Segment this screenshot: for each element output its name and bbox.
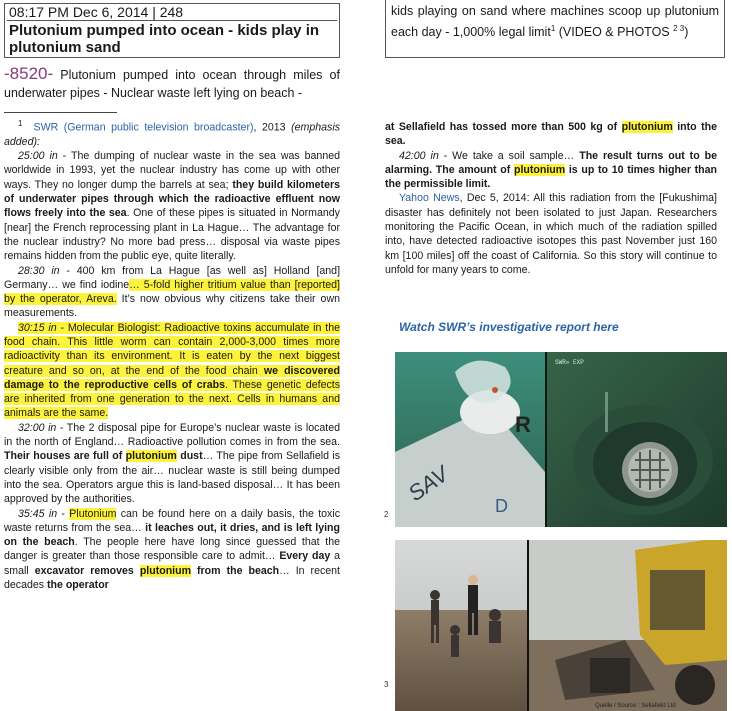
paragraph-sellafield: at Sellafield has tossed more than 500 kg of plutonium into the sea.: [385, 121, 717, 148]
paragraph-yahoo: Yahoo News, Dec 5, 2014: All this radiation from the [Fukushima] disaster has definitely not been isolated to just Japan. Researchers monitoring the Pacific Ocean, in which much of the radiation spilled into, have detected radioactive isotopes this past November just 160 km [100 miles] off the coast of California. So this story will continue to unfold for many years to come.: [385, 192, 718, 276]
pipe-photo-image: [395, 352, 727, 527]
figure-number-2: 2: [384, 510, 389, 519]
footnote-source: $^1$ SWR (German public television broadcaster), 2013 (emphasis added):: [4, 119, 340, 148]
dateline: 08:17 PM Dec 6, 2014 | 248: [7, 4, 337, 21]
source-link[interactable]: SWR (German public television broadcaster): [33, 121, 254, 134]
paragraph-32min: 32:00 in - The 2 disposal pipe for Europe’s nuclear waste is located in the north of England… Radioactive pollution comes in from the sea. Their houses are full of plutonium dust… The pipe from Sellafield is clearly visible only from the air… nuclear waste is still being dumped into the sea. Operators argue this is land-based disposal… It has been approved by the authorities.: [4, 421, 340, 506]
beach-photo-image: [395, 540, 727, 711]
figure-number-3: 3: [384, 680, 389, 689]
pipe-letter-d: D: [495, 496, 508, 516]
paragraph-42min: 42:00 in - We take a soil sample… The result turns out to be alarming. The amount of plutonium is up to 10 times higher than the permissible limit.: [385, 149, 718, 191]
right-text: [385, 120, 717, 277]
subtitle-box: kids playing on sand where machines scoop up plutonium each day - 1,000% legal limit$^1$ (VIDEO & PHOTOS $^{2 3}$): [385, 0, 725, 58]
summary: [4, 65, 340, 102]
pipe-photo: [395, 352, 727, 527]
footnote-rule: [4, 112, 117, 113]
paragraph-30min: 30:15 in - Molecular Biologist: Radioactive toxins accumulate in the food chain. This little worm can contain 2,000-3,000 times more radioactivity than its environment. It is eaten by the next biggest creature and so on, at the end of the food chain we discovered damage to the reproductive cells of crabs. These genetic defects are inherited from one generation to the next. Cells in humans and animals are the same.: [4, 321, 341, 420]
yahoo-link[interactable]: Yahoo News: [399, 192, 460, 205]
photo-credit: Quelle / Source : Sellafield Ltd: [595, 703, 676, 709]
camera-label: SWR» EXP: [555, 359, 584, 366]
summary-text: Plutonium pumped into ocean through miles of underwater pipes - Nuclear waste left lying on beach -: [4, 68, 340, 100]
paragraph-35min: 35:45 in - Plutonium can be found here on a daily basis, the toxic waste returns from the sea… it leaches out, it dries, and is left lying on the beach. The people here have long since guessed that the danger is greater than those responsible care to admit… Every day a small excavator removes plutonium from the beach… In recent decades the operator: [4, 507, 340, 592]
pipe-text: SAV: [403, 461, 453, 507]
watch-report-link[interactable]: Watch SWR’s investigative report here: [399, 320, 619, 334]
paragraph-25min: 25:00 in - The dumping of nuclear waste in the sea was banned worldwide in 1993, yet the nuclear industry has come up with other ways. They no longer dump the barrels at sea; they build kilometers of underwater pipes through which the radioactive effluent now flows freely into the sea. One of these pipes is situated in Normandy [near] the French reprocessing plant in La Hague… The advantage for the nuclear industry? No more bad press… disposal via waste pipes remains hidden from the public eye, quite literally.: [4, 150, 340, 263]
post-number: -8520-: [4, 64, 54, 83]
page-title: Plutonium pumped into ocean - kids play in plutonium sand: [9, 22, 320, 56]
left-column: [4, 0, 340, 592]
paragraph-28min: 28:30 in - 400 km from La Hague [as well as] Holland [and] Germany… we find iodine… 5-fold higher tritium value than [reported] by the operator, Areva. It’s now obvious why citizens take their own measurements.: [4, 264, 341, 320]
beach-photo: [395, 540, 727, 711]
pipe-letter-r: R: [515, 412, 531, 437]
header-box: [4, 3, 340, 58]
right-column: [385, 0, 725, 334]
